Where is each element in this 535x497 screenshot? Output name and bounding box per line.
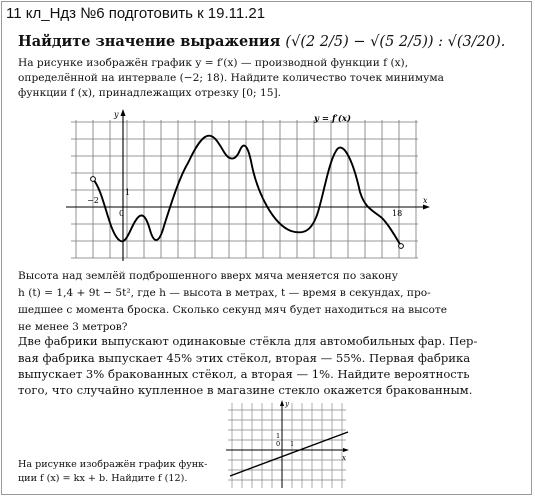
linear-tick-1-x: 1 [290, 440, 295, 448]
task-5-line-1: На рисунке изображён график функ- [18, 459, 208, 470]
derivative-graph [66, 108, 438, 263]
task-4-line-1: Две фабрики выпускают одинаковые стёкла для автомобильных фар. Пер- [18, 334, 478, 348]
derivative-func-label: y = f′(x) [314, 114, 351, 124]
task-4-line-3: выпускает 3% бракованных стёкол, а вторая — 1%. Найдите вероятность [18, 367, 470, 381]
task-2-line-3: функции f (x), принадлежащих отрезку [0; 15]. [18, 87, 281, 99]
task-1 [18, 33, 505, 50]
linear-grid [228, 403, 346, 488]
task-1-text: Найдите значение выражения [18, 33, 281, 50]
page-title: 11 кл_Ндз №6 подготовить к 19.11.21 [6, 5, 266, 22]
derivative-start-point [91, 177, 96, 182]
task-4-line-2: вая фабрика выпускает 45% этих стёкол, вторая — 55%. Первая фабрика [18, 351, 471, 365]
derivative-x-arrow [423, 205, 430, 210]
task-5-line-2: ции f (x) = kx + b. Найдите f (12). [18, 473, 188, 484]
task-1-expression: (√(2 2/5) − √(5 2/5)) : √(3/20). [285, 34, 506, 50]
linear-axis-y-label: y [285, 400, 289, 408]
derivative-tick-18: 18 [392, 209, 403, 218]
derivative-axis-x-label: x [423, 196, 428, 205]
derivative-axis-y-label: y [114, 110, 119, 119]
linear-axis-x-label: x [342, 454, 346, 462]
task-2-line-2: определённой на интервале (−2; 18). Найдите количество точек минимума [18, 72, 444, 84]
task-3-line-2: h (t) = 1,4 + 9t − 5t², где h — высота в метрах, t — время в секундах, про- [18, 287, 431, 299]
linear-function-line [230, 432, 348, 476]
derivative-tick-neg2: −2 [87, 196, 99, 205]
task-4-line-4: того, что случайно купленное в магазине стекло окажется бракованным. [18, 383, 473, 397]
task-3-line-3: шедшее с момента броска. Сколько секунд мяч будет находиться на высоте [18, 304, 447, 316]
linear-graph [222, 398, 352, 490]
linear-tick-1: 1 [276, 432, 281, 440]
derivative-tick-0: 0 [119, 209, 125, 218]
derivative-y-arrow [121, 109, 126, 116]
derivative-tick-1: 1 [125, 188, 131, 197]
derivative-curve [93, 136, 401, 246]
linear-y-arrow [280, 400, 284, 406]
task-3-line-4: не менее 3 метров? [18, 321, 128, 333]
linear-x-arrow [343, 448, 349, 452]
task-2-line-1: На рисунке изображён график y = f′(x) — производной функции f (x), [18, 57, 409, 69]
derivative-end-point [399, 244, 404, 249]
task-3-line-1: Высота над землёй подброшенного вверх мяча меняется по закону [18, 270, 398, 282]
linear-tick-0: 0 [276, 440, 281, 448]
